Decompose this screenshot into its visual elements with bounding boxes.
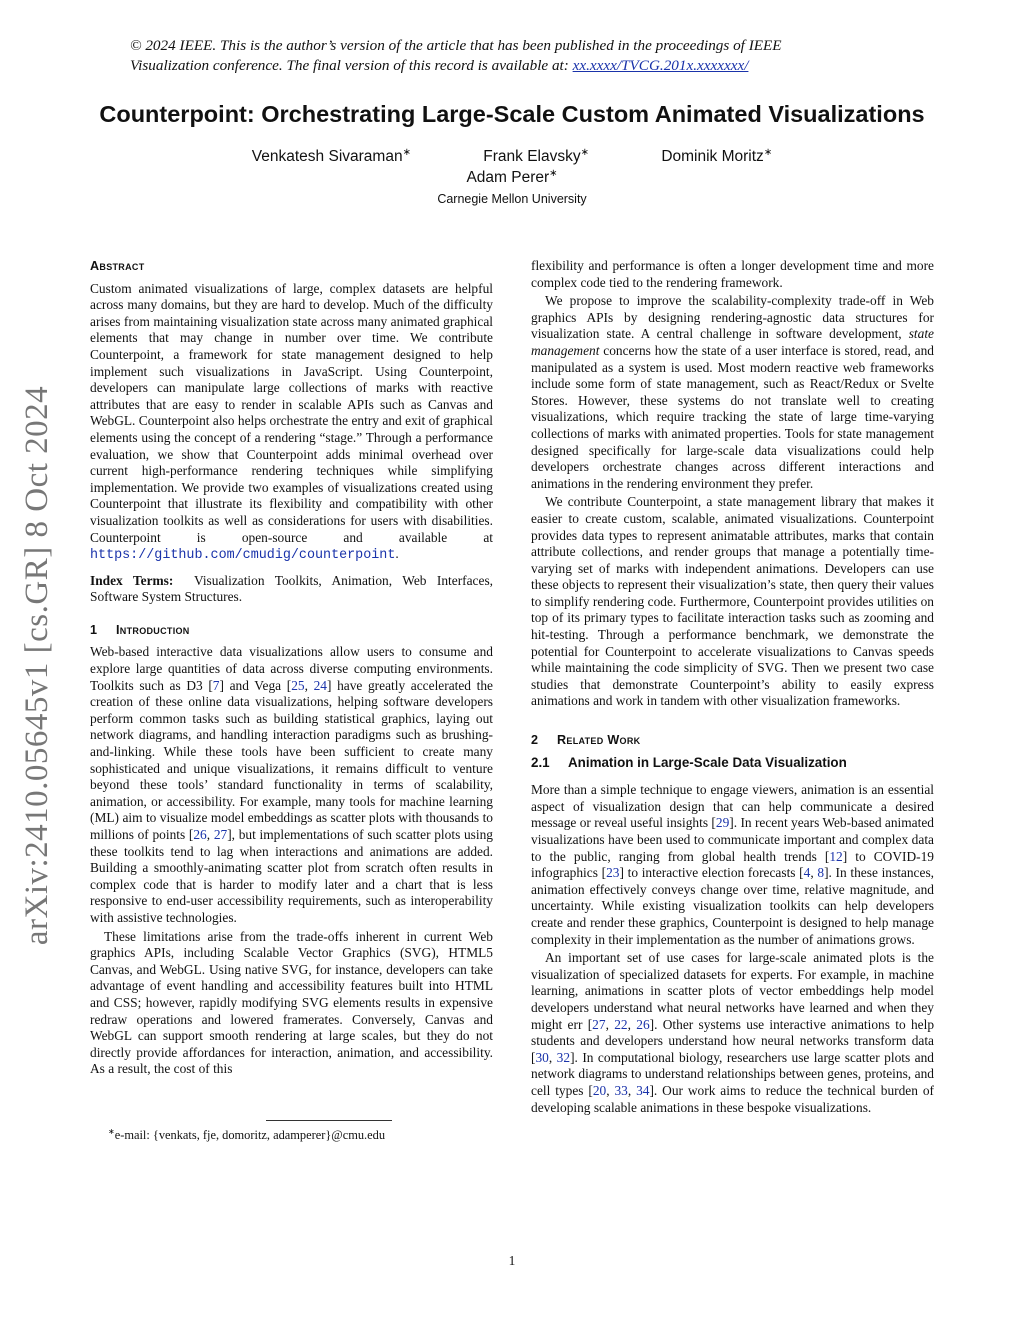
citation-link[interactable]: 24 (313, 677, 327, 693)
paper-title: Counterpoint: Orchestrating Large-Scale Custom Animated Visualizations (99, 101, 925, 127)
abstract-heading: Abstract (90, 259, 145, 273)
related-work-heading: 2 Related Work (531, 733, 641, 748)
author-name: Dominik Moritz∗ (661, 146, 773, 165)
citation-link[interactable]: 8 (817, 865, 825, 881)
citation-link[interactable]: 29 (715, 815, 730, 831)
citation-link[interactable]: 25 (291, 677, 305, 693)
left-column (90, 258, 493, 1078)
doi-link[interactable]: xx.xxxx/TVCG.201x.xxxxxxx/ (572, 57, 749, 74)
citation-link[interactable]: 26 (193, 827, 207, 842)
citation-link[interactable]: 7 (212, 677, 220, 693)
citation-link[interactable]: 32 (556, 1049, 571, 1065)
intro-paragraph-2-continued: flexibility and performance is often a longer development time and more complex code tied to the rendering framework. (531, 258, 934, 290)
author-name: Adam Perer∗ (466, 167, 558, 186)
right-column (531, 258, 934, 1116)
affiliation: Carnegie Mellon University (437, 192, 587, 206)
citation-link[interactable]: 23 (606, 865, 620, 881)
footnote-rule (266, 1120, 392, 1121)
intro-paragraph-1: Web-based interactive data visualizations allow users to consume and explore large quantities of data across diverse computing environments. Toolkits such as D3 [7] and Vega [25, 24] have greatly accelerated the creation of these online data visualizations, helping software developers perform common tasks such as building statistical graphics, laying out network diagrams, and handling interaction paradigms such as brushing-and-linking. While these tools have been sufficient to create many sophisticated and unique visualizations, it remains difficult to venture beyond these tools’ standard functionality in terms of scalability, animation, or accessibility. For example, many tools for machine learning (ML) aim to visualize model embeddings as scatter plots with thousands to millions of points [26, 27], but implementations of such scatter plots using these toolkits tend to lag when interactions and animations are added. Building a smoothly-animating scatter plot from scratch often results in complex code that is harder to modify later and a chart that is less responsive to end-user accessibility requirements, such as interoperability with assistive technologies. (90, 644, 493, 925)
copyright-notice (130, 36, 900, 76)
abstract-text: Custom animated visualizations of large, complex datasets are helpful across many domains, but they are hard to develop. Much of the difficulty arises from maintaining visualization state across many animated graphical elements that may change in number over time. We contribute Counterpoint, a framework for state management designed to help implement such visualizations in JavaScript. Using Counterpoint, developers can manipulate large collections of marks with reactive attributes that are easy to render in scalable APIs such as Canvas and WebGL. Counterpoint also helps orchestrate the entry and exit of graphical elements using the concept of a rendering “stage.” Through a performance evaluation, we show that Counterpoint adds minimal overhead over current high-performance rendering techniques while simplifying implementation. We provide two examples of visualizations created using Counterpoint that illustrate its flexibility and compatibility with other visualization toolkits as well as considerations for users with disabilities. Counterpoint is open-source and available at https://github.com/cmudig/counterpoint. (90, 280, 493, 564)
citation-link[interactable]: 4 (803, 865, 811, 881)
copyright-line-2: Visualization conference. The final version of this record is available at: (130, 57, 573, 74)
copyright-line-1: © 2024 IEEE. This is the author’s version of the article that has been published in the proceedings of IEEE (130, 37, 782, 54)
arxiv-identifier-text: arXiv:2410.05645v1 [cs.GR] 8 Oct 2024 (19, 385, 56, 945)
citation-link[interactable]: 33 (614, 1082, 628, 1098)
arxiv-identifier-stamp (8, 365, 68, 965)
citation-link[interactable]: 20 (592, 1082, 607, 1098)
citation-link[interactable]: 12 (829, 848, 843, 864)
footnote: ∗e-mail: {venkats, fje, domoritz, adamperer}@cmu.edu (108, 1127, 386, 1143)
citation-link[interactable]: 22 (614, 1016, 628, 1032)
related-paragraph-1: More than a simple technique to engage viewers, animation is an essential aspect of visualization design that can help communicate a desired message or reveal useful insights [29]. In recent years Web-based animated visualizations have been used to communicate important and complex data to the public, ranging from global health trends [12] to COVID-19 infographics [23] to interactive election forecasts [4, 8]. In these instances, animation effectively conveys change over time, relative magnitude, and uncertainty. While existing visualization toolkits can help developers create and render these graphics, Counterpoint is designed to help manage complexity in their implementation as the number of animations grows. (531, 782, 935, 947)
page-number: 1 (508, 1253, 516, 1268)
citation-link[interactable]: 27 (213, 827, 228, 842)
intro-paragraph-4: We contribute Counterpoint, a state management library that makes it easier to create custom, scalable, animated visualizations. Counterpoint provides data types to represent animatable attributes, marks that contain attribute collections, and render groups that manage a potentially time-varying set of marks with independent animations. Developers can use these objects to represent their visualization’s state, then query their values to simplify rendering code. Furthermore, Counterpoint provides utilities on top of its primary types to facilitate interaction tasks such as zooming and hit-testing. Through a performance benchmark, we demonstrate the potential for Counterpoint to accelerate visualizations to Canvas speeds while maintaining the code simplicity of SVG. Then we present two case studies that demonstrate Counterpoint’s ability to easily express animations and work in tandem with other visualization frameworks. (531, 494, 934, 709)
author-block (0, 146, 1024, 206)
author-line-1 (0, 146, 1024, 167)
intro-paragraph-3: We propose to improve the scalability-complexity trade-off in Web graphics APIs by designing rendering-agnostic data structures for visualization state. A central challenge in software development, state management concerns how the state of a user interface is stored, read, and manipulated as a system is used. Most modern reactive web frameworks include some form of state management, such as React/Redux or Svelte Stores. However, these systems do not translate well to creating visualizations, which require tracking the state of large time-varying collections of marks with animated properties. Tools for state management designed specifically for large-scale data visualizations could help developers orchestrate changes across different interactions and animations in the rendering environment they prefer. (531, 293, 934, 491)
citation-link[interactable]: 27 (592, 1016, 606, 1032)
citation-link[interactable]: 34 (636, 1082, 650, 1098)
intro-heading: 1 Introduction (90, 622, 190, 637)
citation-link[interactable]: 30 (535, 1049, 549, 1065)
index-terms: Index Terms: Visualization Toolkits, Animation, Web Interfaces, Software System Structures. (90, 572, 494, 605)
subsection-heading: 2.1 Animation in Large-Scale Data Visualization (531, 754, 847, 770)
citation-link[interactable]: 26 (636, 1016, 650, 1032)
related-paragraph-2: An important set of use cases for large-scale animated plots is the visualization of specialized datasets for experts. For example, in machine learning, animations in scatter plots of vector embeddings help model developers understand what neural networks have learned and when they might err [27, 22, 26]. Other systems use interactive animations to help students and developers understand how neural networks transform data [30, 32]. In computational biology, researchers use large scatter plots and network diagrams to understand relationships between genes, proteins, and cell types [20, 33, 34]. Our work aims to reduce the technical burden of developing scalable animations in these bespoke visualizations. (531, 950, 935, 1115)
author-name: Frank Elavsky∗ (483, 146, 590, 165)
author-name: Venkatesh Sivaraman∗ (251, 146, 411, 165)
github-link[interactable]: https://github.com/cmudig/counterpoint (90, 548, 396, 564)
author-line-2 (0, 167, 1024, 188)
intro-paragraph-2: These limitations arise from the trade-offs inherent in current Web graphics APIs, including Scalable Vector Graphics (SVG), HTML5 Canvas, and WebGL. Using native SVG, for instance, developers can take advantage of event handling and accessibility features built into HTML and CSS; however, rapidly modifying SVG elements results in expensive redraw operations and lowered framerates. Conversely, Canvas and WebGL can support smooth rendering at large scales, but they do not directly provide affordances for interaction, animation, and accessibility. As a result, the cost of this (90, 928, 493, 1077)
